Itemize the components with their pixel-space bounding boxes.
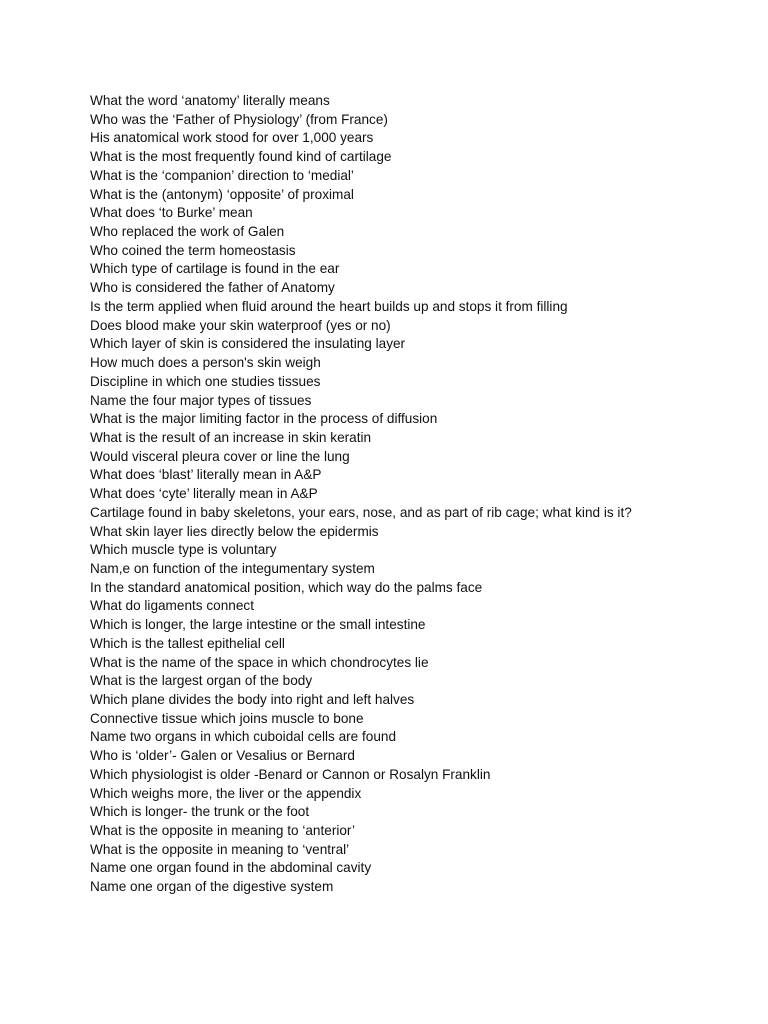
question-line: What is the (antonym) ‘opposite’ of proximal <box>90 186 354 202</box>
question-line: Would visceral pleura cover or line the lung <box>90 448 350 464</box>
question-line: Connective tissue which joins muscle to bone <box>90 710 364 726</box>
question-line: What is the opposite in meaning to ‘anterior’ <box>90 823 355 839</box>
question-line: Name two organs in which cuboidal cells are found <box>90 729 397 745</box>
question-line: Which weighs more, the liver or the appendix <box>90 785 362 801</box>
question-line: Which is the tallest epithelial cell <box>90 635 285 651</box>
question-line: What is the opposite in meaning to ‘ventral’ <box>90 841 350 857</box>
question-line: Which type of cartilage is found in the ear <box>90 261 340 277</box>
question-line: What is the name of the space in which chondrocytes lie <box>90 654 429 670</box>
question-list <box>90 92 750 897</box>
question-line: What is the result of an increase in skin keratin <box>90 429 372 445</box>
question-line: Nam,e on function of the integumentary system <box>90 560 375 576</box>
question-line: His anatomical work stood for over 1,000 years <box>90 130 374 146</box>
question-line: Name one organ of the digestive system <box>90 879 334 895</box>
question-line: Name one organ found in the abdominal cavity <box>90 860 372 876</box>
question-line: Cartilage found in baby skeletons, your ears, nose, and as part of rib cage; what kind is it? <box>90 504 632 520</box>
question-line: Is the term applied when fluid around the heart builds up and stops it from filling <box>90 298 568 314</box>
question-line: What skin layer lies directly below the epidermis <box>90 523 379 539</box>
question-line: Name the four major types of tissues <box>90 392 312 408</box>
question-line: Who is considered the father of Anatomy <box>90 280 335 296</box>
question-line: Which is longer, the large intestine or the small intestine <box>90 617 426 633</box>
question-line: What is the largest organ of the body <box>90 673 313 689</box>
question-line: What is the major limiting factor in the process of diffusion <box>90 411 438 427</box>
question-line: What is the most frequently found kind of cartilage <box>90 149 392 165</box>
question-line: What does ‘blast’ literally mean in A&P <box>90 467 322 483</box>
question-line: Which is longer- the trunk or the foot <box>90 804 310 820</box>
question-line: What is the ‘companion’ direction to ‘medial’ <box>90 167 354 183</box>
question-line: What does ‘to Burke’ mean <box>90 205 253 221</box>
question-line: What do ligaments connect <box>90 598 254 614</box>
question-line: What does ‘cyte’ literally mean in A&P <box>90 486 318 502</box>
question-line: Which plane divides the body into right and left halves <box>90 692 415 707</box>
question-line: What the word ‘anatomy’ literally means <box>90 93 330 108</box>
question-line: Which layer of skin is considered the insulating layer <box>90 336 406 352</box>
question-line: Who was the ‘Father of Physiology’ (from France) <box>90 111 388 127</box>
question-line: Discipline in which one studies tissues <box>90 373 321 389</box>
question-line: Who is ‘older’- Galen or Vesalius or Bernard <box>90 748 355 764</box>
question-line: Does blood make your skin waterproof (yes or no) <box>90 317 391 333</box>
question-line: Which physiologist is older -Benard or Cannon or Rosalyn Franklin <box>90 766 491 782</box>
question-line: Which muscle type is voluntary <box>90 542 277 558</box>
question-line: In the standard anatomical position, which way do the palms face <box>90 579 483 595</box>
question-line: Who replaced the work of Galen <box>90 224 285 240</box>
question-line: Who coined the term homeostasis <box>90 242 296 258</box>
question-line: How much does a person's skin weigh <box>90 355 321 371</box>
